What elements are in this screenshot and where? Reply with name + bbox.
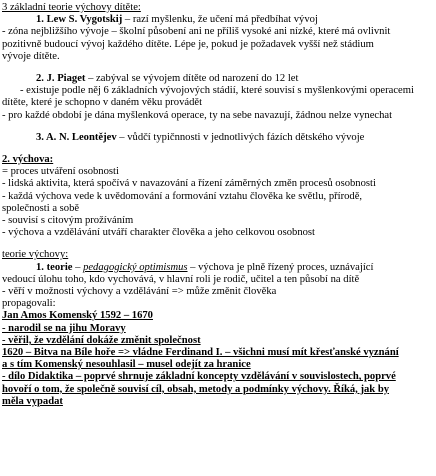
text-line: - zóna nejbližšího vývoje – školní působení ani ne příliš vysoké ani nízké, které má ovlivnit	[2, 26, 391, 38]
theory-number: 1. teorie	[36, 261, 73, 273]
text-line: vývoje dítěte.	[2, 50, 60, 62]
text-line: dítěte, které je schopno v daném věku provádět	[2, 97, 203, 109]
text-line: - existuje podle něj 6 základních vývojových stádií, které souvisí s myšlenkovými operacemi	[20, 85, 414, 97]
theory-leontejev	[2, 132, 433, 144]
theory-desc: – výchova je plně řízený proces, uznávající	[187, 261, 374, 273]
text-line: - pro každé období je dána myšlenková operace, ty na sebe navazují, žádnou nelze vynechat	[2, 109, 393, 121]
theory-desc: – razí myšlenku, že učení má předbíhat vývoj	[122, 14, 318, 26]
heading-education: 2. výchova:	[2, 154, 54, 166]
text-line: - narodil se na jihu Moravy	[2, 322, 126, 334]
text-line: - výchova a vzdělávání utváří charakter člověka a jeho celkovou osobnost	[2, 227, 315, 239]
theory-term: pedagogický optimismus	[83, 261, 188, 273]
theory-author: 3. A. N. Leontějev	[36, 131, 117, 143]
theory-author: Lew S. Vygotskij	[46, 14, 123, 26]
text-line: - věří v možnosti výchovy a vzdělávání => může změnit člověka	[2, 286, 277, 298]
text-line: - každá výchova vede k uvědomování a formování vztahu člověka ke světlu, přírodě,	[2, 190, 363, 202]
komensky-heading: Jan Amos Komenský 1592 – 1670	[2, 310, 153, 322]
theory-author: J. Piaget	[46, 73, 86, 85]
text-line: a s tím Komenský nesouhlasil – musel odejít za hranice	[2, 359, 251, 371]
theory-number: 1.	[36, 14, 44, 26]
theory-number: 2.	[36, 73, 44, 85]
text-line: hovoří o tom, že společně souvisí cíl, obsah, metody a podmínky výchovy. Říká, jak by	[2, 383, 390, 395]
text-line: propagovali:	[2, 298, 56, 310]
theory-desc: – zabýval se vývojem dítěte od narození do 12 let	[85, 73, 299, 85]
text-line: - lidská aktivita, která spočívá v navazování a řízení záměrných změn procesů osobnosti	[2, 178, 376, 190]
theory-piaget	[2, 73, 433, 85]
heading-theories: 3 základní teorie výchovy dítěte:	[2, 2, 141, 13]
text-line: = proces utváření osobnosti	[2, 166, 119, 178]
heading-theories-education: teorie výchovy:	[2, 249, 69, 261]
theory-dash: –	[72, 261, 84, 273]
text-line: - dílo Didaktika – poprvé shrnuje základní koncepty vzdělávání v souvislostech, poprvé	[2, 371, 396, 383]
theory-vygotskij	[2, 14, 433, 26]
text-line: vedoucí úlohu toho, kdo vychovává, v hlavní roli je rodič, učitel a ten působí na dítě	[2, 273, 360, 285]
text-line: - souvisí s citovým prožíváním	[2, 215, 134, 227]
theory-optimism	[2, 262, 433, 274]
text-line: 1620 – Bitva na Bíle hoře => vládne Ferdinand I. – všichni musí mít křesťanské vyznání	[2, 347, 399, 359]
text-line: měla vypadat	[2, 395, 63, 407]
text-line: společnosti a sobě	[2, 202, 80, 214]
text-line: - věřil, že vzdělání dokáže změnit společnost	[2, 334, 201, 346]
text-line: pozitivně budoucí vývoj každého dítěte. Lépe je, pokud je požadavek vyšší než stádium	[2, 38, 374, 50]
theory-desc: – vůdčí typičnnosti v jednotlivých fázích dětského vývoje	[116, 131, 365, 143]
